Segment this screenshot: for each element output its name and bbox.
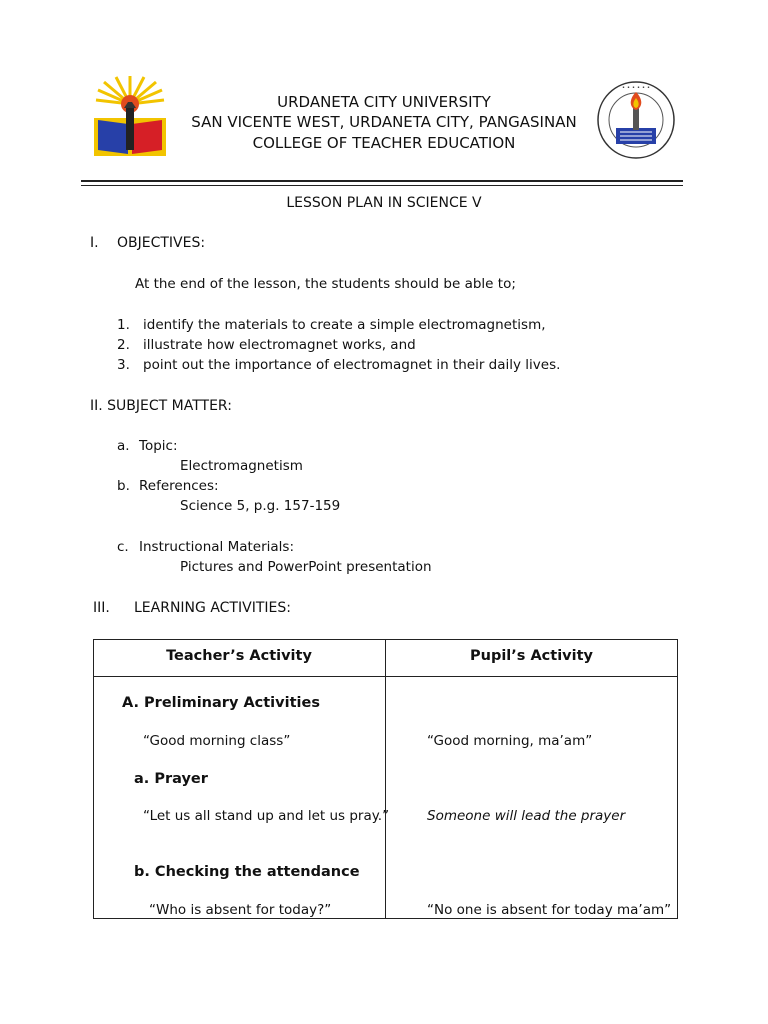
materials-letter: c. <box>117 539 129 555</box>
table-header-divider <box>93 676 678 677</box>
university-address: SAN VICENTE WEST, URDANETA CITY, PANGASINAN <box>191 113 577 131</box>
preliminary-activities-heading: A. Preliminary Activities <box>122 695 320 711</box>
learning-activities-heading: LEARNING ACTIVITIES: <box>134 600 291 616</box>
topic-letter: a. <box>117 438 130 454</box>
topic-value: Electromagnetism <box>180 458 303 474</box>
table-column-divider <box>385 639 386 919</box>
objective-num-2: 2. <box>117 337 130 353</box>
objective-item-3: point out the importance of electromagnet in their daily lives. <box>143 357 561 373</box>
college-name: COLLEGE OF TEACHER EDUCATION <box>252 134 516 152</box>
pupil-greeting: “Good morning, ma’am” <box>427 733 593 749</box>
pupil-attendance: “No one is absent for today ma’am” <box>427 902 672 918</box>
header-divider-thin <box>81 185 683 186</box>
references-letter: b. <box>117 478 130 494</box>
learning-activities-numeral: III. <box>93 600 110 616</box>
teacher-prayer: “Let us all stand up and let us pray.” <box>143 808 390 824</box>
objectives-numeral: I. <box>90 235 99 251</box>
objective-item-2: illustrate how electromagnet works, and <box>143 337 416 353</box>
materials-value: Pictures and PowerPoint presentation <box>180 559 432 575</box>
header-divider-thick <box>81 180 683 182</box>
materials-label: Instructional Materials: <box>139 539 294 555</box>
references-value: Science 5, p.g. 157-159 <box>180 498 341 514</box>
subject-matter-heading: II. SUBJECT MATTER: <box>90 398 232 414</box>
teacher-attendance: “Who is absent for today?” <box>149 902 332 918</box>
objective-item-1: identify the materials to create a simple electromagnetism, <box>143 317 546 333</box>
teacher-greeting: “Good morning class” <box>143 733 291 749</box>
objective-num-1: 1. <box>117 317 130 333</box>
objective-num-3: 3. <box>117 357 130 373</box>
university-name: URDANETA CITY UNIVERSITY <box>277 93 491 111</box>
teacher-activity-header: Teacher’s Activity <box>166 648 312 664</box>
topic-label: Topic: <box>139 438 178 454</box>
references-label: References: <box>139 478 219 494</box>
lesson-plan-title: LESSON PLAN IN SCIENCE V <box>286 195 482 211</box>
attendance-heading: b. Checking the attendance <box>134 864 360 880</box>
pupil-prayer: Someone will lead the prayer <box>427 808 626 824</box>
objectives-intro: At the end of the lesson, the students should be able to; <box>135 276 516 292</box>
prayer-heading: a. Prayer <box>134 771 208 787</box>
svg-text:• • • • • •: • • • • • • <box>621 85 651 91</box>
pupil-activity-header: Pupil’s Activity <box>470 648 593 664</box>
objectives-heading: OBJECTIVES: <box>117 235 206 251</box>
